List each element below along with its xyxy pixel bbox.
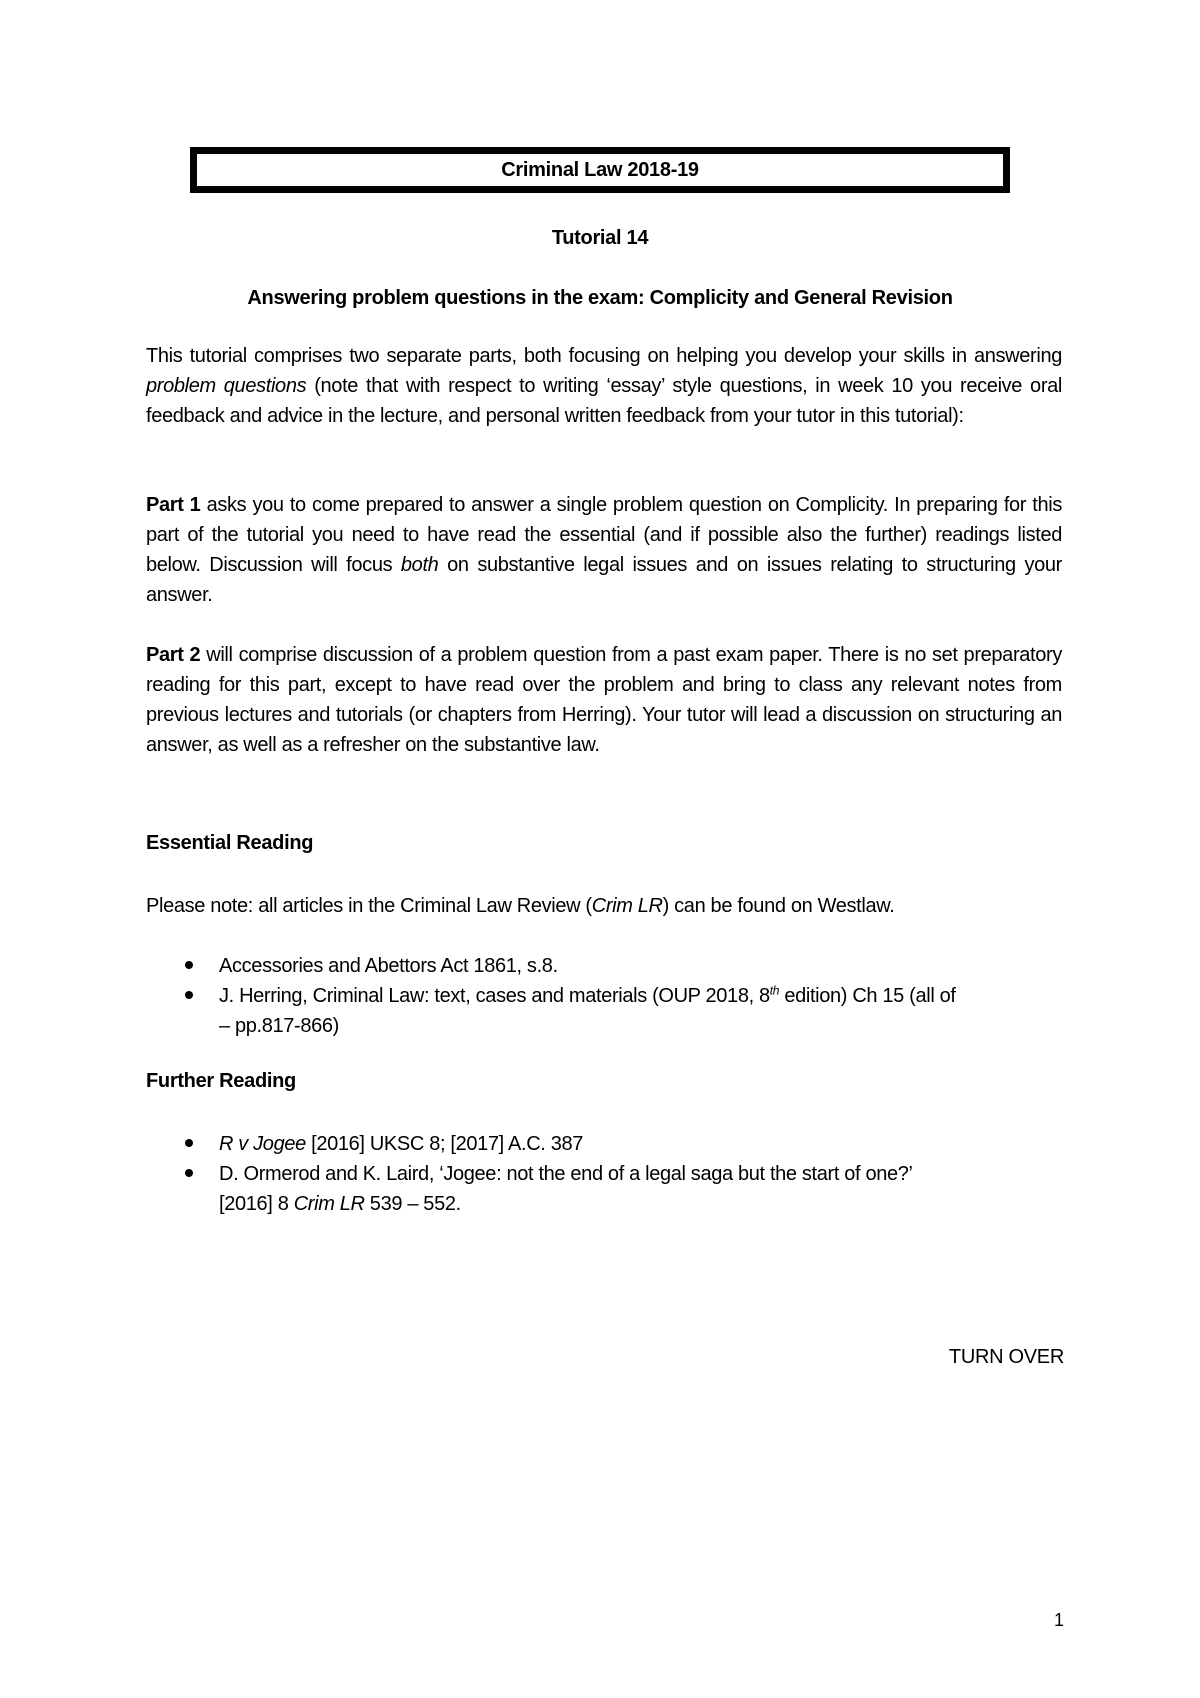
list-item bbox=[146, 951, 1066, 981]
bullet-icon bbox=[185, 1139, 193, 1147]
part1-text-end: on substantive legal issues and on issues relating to structuring your answer. bbox=[146, 554, 1062, 606]
turn-over-label: TURN OVER bbox=[948, 1346, 1064, 1368]
essential-reading-heading: Essential Reading bbox=[146, 832, 314, 854]
further-reading-list bbox=[146, 1129, 1066, 1219]
essential-item-2-start: J. Herring, Criminal Law: text, cases and materials (OUP 2018, 8 bbox=[219, 985, 770, 1007]
list-item bbox=[146, 1159, 1066, 1219]
further-item-2-end: 539 – 552. bbox=[364, 1193, 461, 1215]
course-title: Criminal Law 2018-19 bbox=[501, 158, 699, 181]
essential-note-italic: Crim LR bbox=[591, 895, 663, 917]
part2-paragraph bbox=[146, 640, 1062, 760]
further-reading-heading: Further Reading bbox=[146, 1070, 296, 1092]
part1-italic-text: both bbox=[400, 554, 439, 576]
bullet-icon bbox=[185, 961, 193, 969]
list-item bbox=[146, 1129, 1066, 1159]
essential-note bbox=[146, 891, 1062, 921]
further-item-2-italic: Crim LR bbox=[293, 1193, 365, 1215]
essential-reading-list bbox=[146, 951, 1066, 1041]
intro-text-end: (note that with respect to writing ‘essay’ style questions, in week 10 you receive oral feedback and advice in the lecture, and personal written feedback from your tutor in this tutorial): bbox=[146, 375, 1062, 427]
intro-italic-text: problem questions bbox=[146, 375, 307, 397]
intro-paragraph bbox=[146, 341, 1062, 431]
essential-item-2-end: edition) Ch 15 (all of – pp.817-866) bbox=[219, 985, 956, 1037]
course-title-box bbox=[190, 147, 1010, 193]
bullet-icon bbox=[185, 1169, 193, 1177]
tutorial-number: Tutorial 14 bbox=[551, 227, 649, 249]
part2-text: will comprise discussion of a problem question from a past exam paper. There is no set preparatory reading for this part, except to have read over the problem and bring to class any relevant notes from previous lectures and tutorials (or chapters from Herring). Your tutor will lead a discussion on structuring an answer, as well as a refresher on the substantive law. bbox=[146, 644, 1062, 756]
essential-note-start: Please note: all articles in the Criminal Law Review ( bbox=[146, 895, 592, 917]
part1-paragraph bbox=[146, 490, 1062, 610]
tutorial-subtitle: Answering problem questions in the exam: Complicity and General Revision bbox=[247, 287, 953, 309]
essential-item-2-sup: th bbox=[769, 983, 780, 998]
part2-label: Part 2 bbox=[146, 644, 201, 666]
further-item-2-start: D. Ormerod and K. Laird, ‘Jogee: not the end of a legal saga but the start of one?’ [2016] 8 bbox=[219, 1163, 912, 1215]
bullet-icon bbox=[185, 991, 193, 999]
further-item-1-end: [2016] UKSC 8; [2017] A.C. 387 bbox=[305, 1133, 584, 1155]
intro-text-start: This tutorial comprises two separate parts, both focusing on helping you develop your skills in answering bbox=[146, 345, 1062, 367]
part1-text-start: asks you to come prepared to answer a single problem question on Complicity. In preparing for this part of the tutorial you need to have read the essential (and if possible also the further) readings listed below. Discussion will focus bbox=[146, 494, 1062, 576]
further-item-1-italic: R v Jogee bbox=[219, 1133, 306, 1155]
essential-note-end: ) can be found on Westlaw. bbox=[662, 895, 895, 917]
part1-label: Part 1 bbox=[146, 494, 201, 516]
essential-item-1-text: Accessories and Abettors Act 1861, s.8. bbox=[219, 955, 558, 977]
list-item bbox=[146, 981, 1066, 1041]
page-number: 1 bbox=[1053, 1610, 1064, 1630]
